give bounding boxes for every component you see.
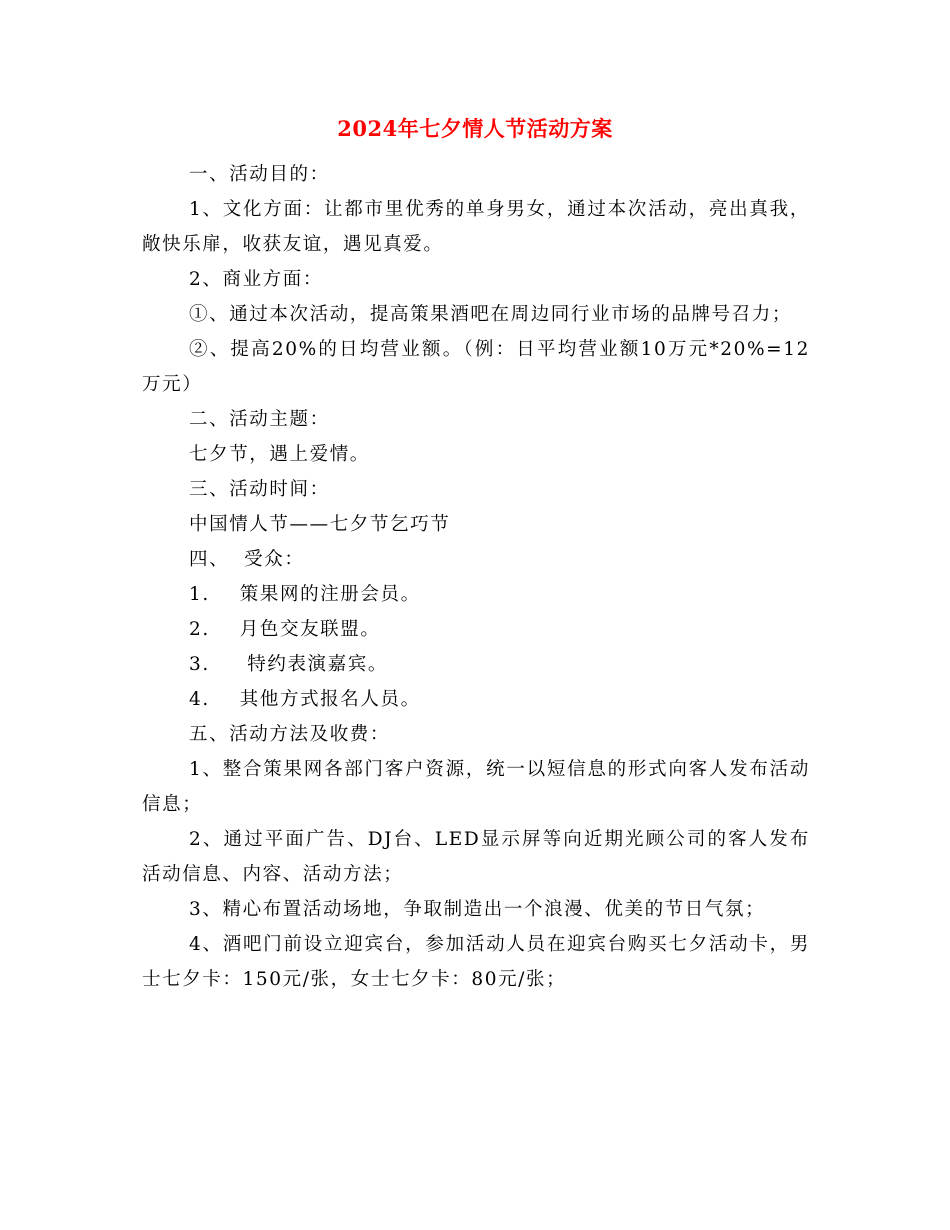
document-body <box>142 157 810 997</box>
list-item-audience-3: 3. 特约表演嘉宾。 <box>189 654 388 675</box>
paragraph-revenue: ②、提高20%的日均营业额。（例：日平均营业额10万元*20%=12万元） <box>142 339 810 395</box>
document-title: 2024年七夕情人节活动方案 <box>337 116 613 141</box>
paragraph-method-3: 3、精心布置活动场地，争取制造出一个浪漫、优美的节日气氛； <box>189 899 766 920</box>
paragraph-method-2: 2、通过平面广告、DJ台、LED显示屏等向近期光顾公司的客人发布活动信息、内容、活动方法； <box>142 829 810 885</box>
paragraph-brand: ①、通过本次活动，提高策果酒吧在周边同行业市场的品牌号召力； <box>189 304 793 325</box>
paragraph-cultural: 1、文化方面：让都市里优秀的单身男女，通过本次活动，亮出真我，敞快乐扉，收获友谊，遇见真爱。 <box>142 199 810 255</box>
list-item-audience-4: 4. 其他方式报名人员。 <box>189 689 421 710</box>
section-heading-time: 三、活动时间： <box>189 479 330 500</box>
section-heading-purpose: 一、活动目的： <box>189 164 330 185</box>
paragraph-method-4: 4、酒吧门前设立迎宾台，参加活动人员在迎宾台购买七夕活动卡，男士七夕卡：150元/张，女士七夕卡：80元/张； <box>142 934 810 990</box>
paragraph-time: 中国情人节——七夕节乞巧节 <box>189 514 451 535</box>
section-heading-audience: 四、 受众： <box>189 549 305 570</box>
list-item-audience-2: 2. 月色交友联盟。 <box>189 619 381 640</box>
paragraph-theme: 七夕节，遇上爱情。 <box>189 444 370 465</box>
section-heading-method: 五、活动方法及收费： <box>189 724 391 745</box>
list-item-audience-1: 1. 策果网的注册会员。 <box>189 584 421 605</box>
paragraph-commercial: 2、商业方面： <box>189 269 323 290</box>
paragraph-method-1: 1、整合策果网各部门客户资源，统一以短信息的形式向客人发布活动信息； <box>142 759 810 815</box>
section-heading-theme: 二、活动主题： <box>189 409 330 430</box>
